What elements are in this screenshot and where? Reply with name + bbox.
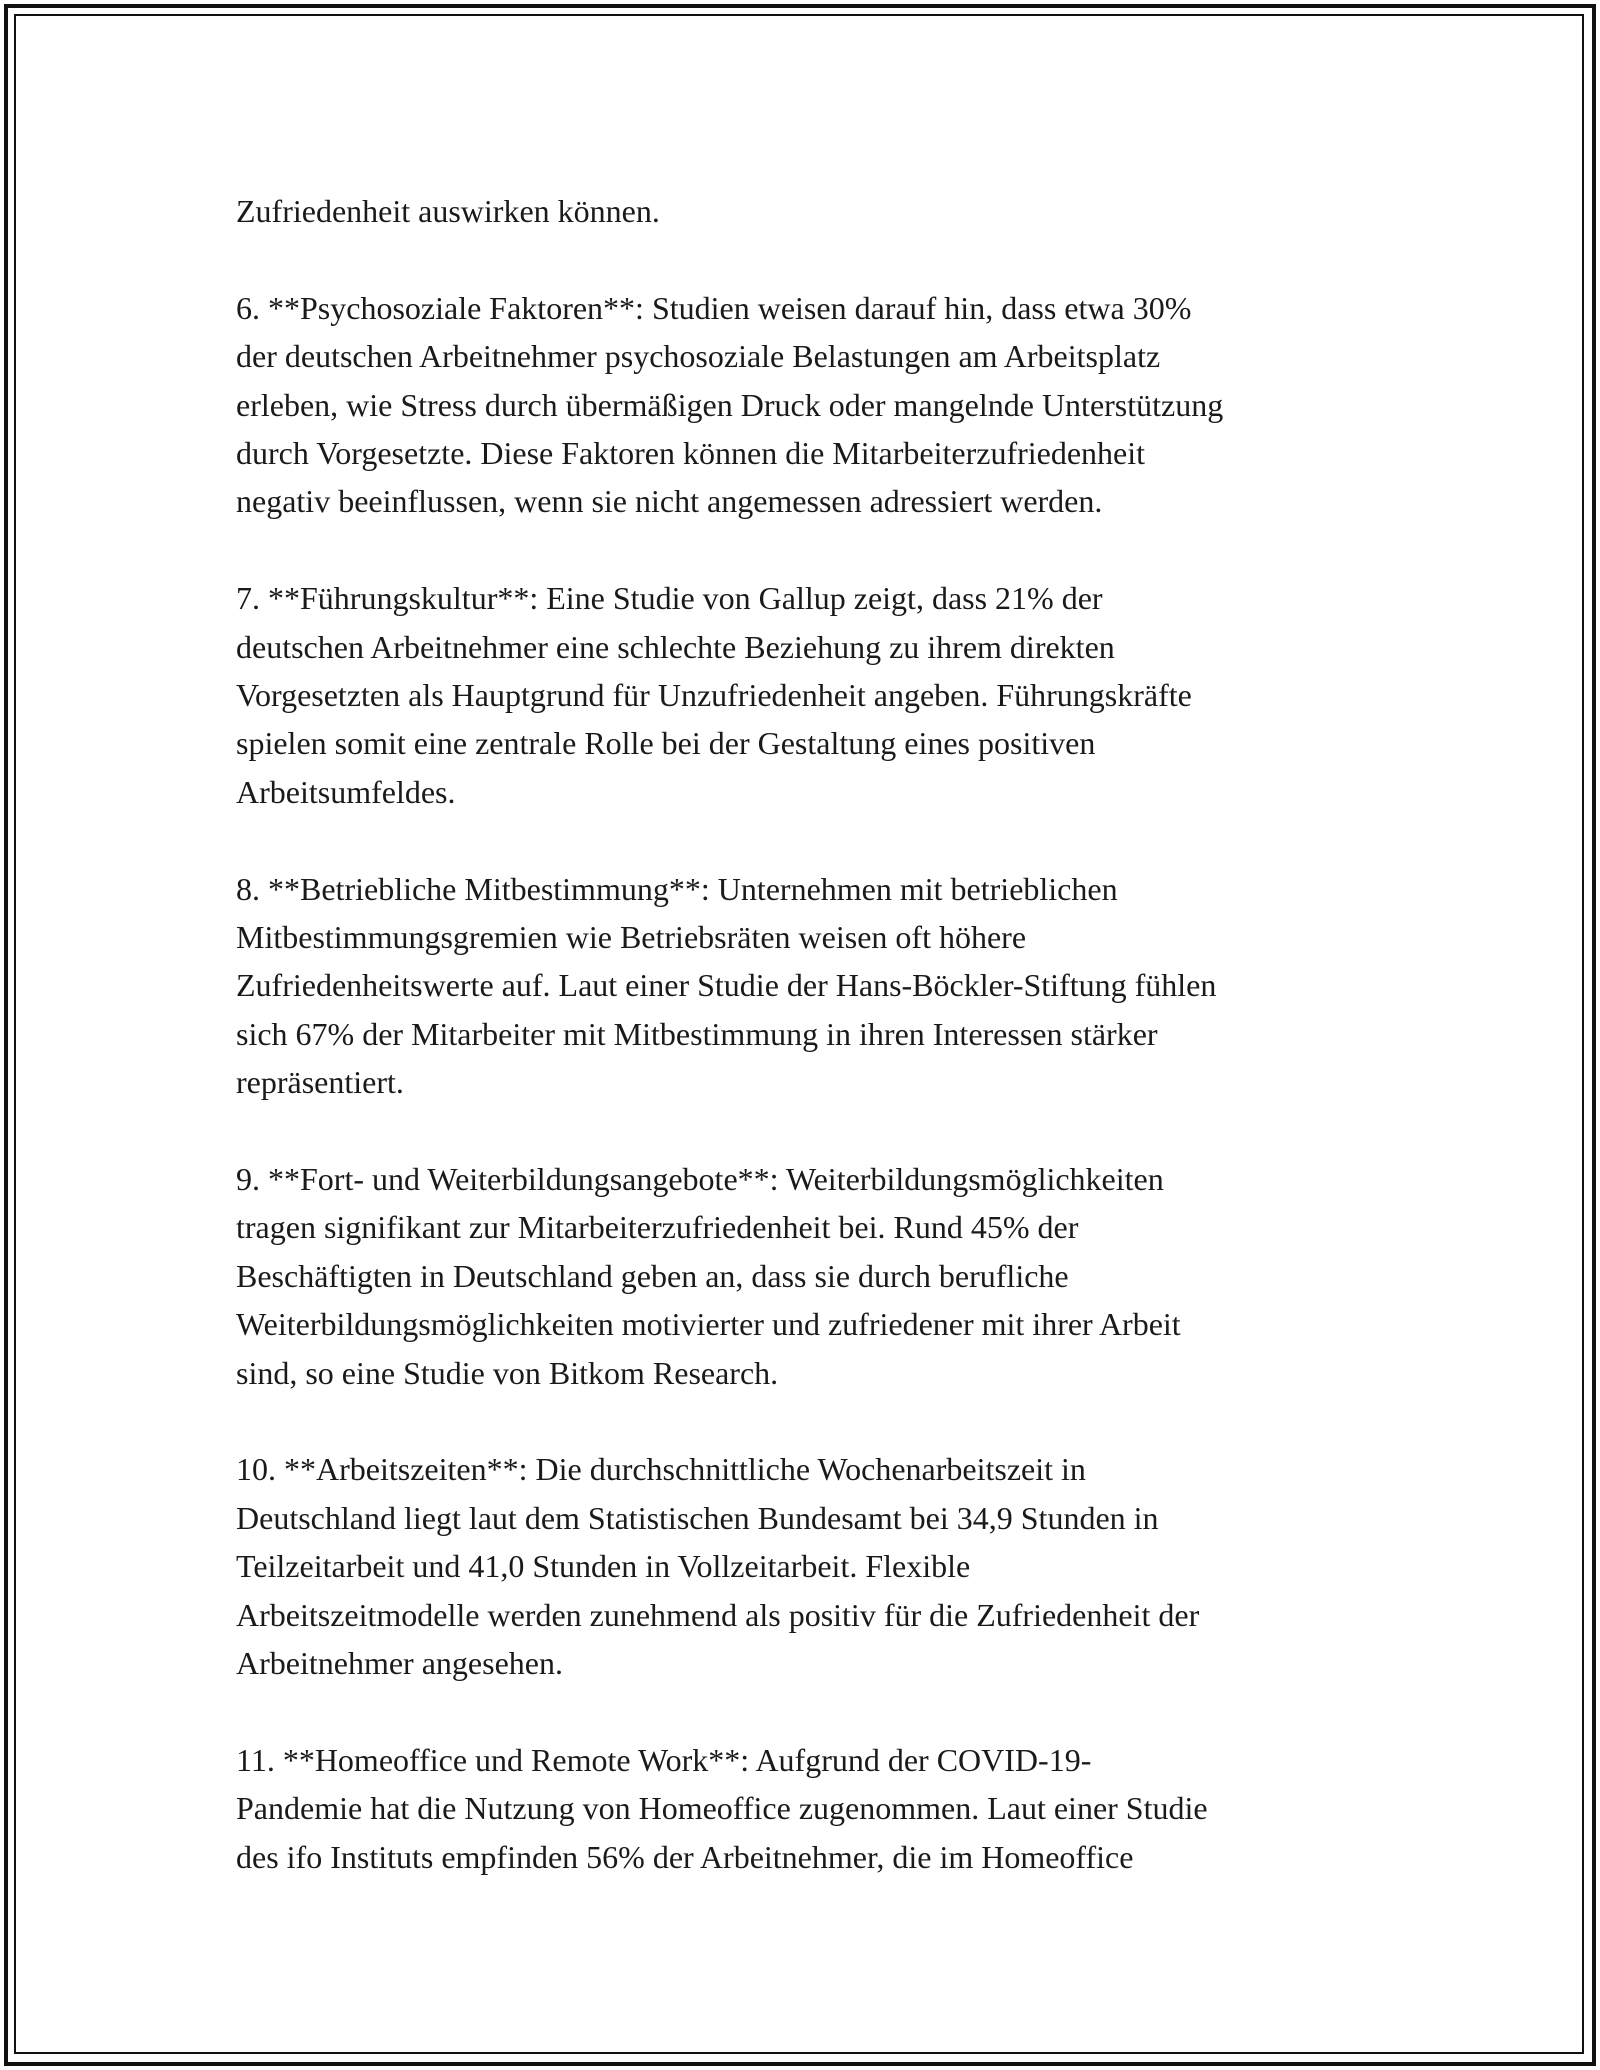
- paragraph-item-7: 7. **Führungskultur**: Eine Studie von Gallup zeigt, dass 21% der deutschen Arbeitnehmer eine schlechte Beziehung zu ihrem direkten Vorgesetzten als Hauptgrund für Unzufriedenheit angeben. Führungskräfte spielen somit eine zentrale Rolle bei der Gestaltung eines positiven Arbeitsumfeldes.: [236, 580, 1192, 810]
- paragraph-continuation: Zufriedenheit auswirken können.: [236, 193, 660, 229]
- paragraph-item-11: 11. **Homeoffice und Remote Work**: Aufgrund der COVID-19- Pandemie hat die Nutzung von Homeoffice zugenommen. Laut einer Studie des ifo Instituts empfinden 56% der Arbeitnehmer, die im Homeoffice: [236, 1741, 1208, 1875]
- document-body: [236, 187, 1376, 1881]
- paragraph-item-10: 10. **Arbeitszeiten**: Die durchschnittliche Wochenarbeitszeit in Deutschland liegt laut dem Statistischen Bundesamt bei 34,9 Stunden in Teilzeitarbeit und 41,0 Stunden in Vollzeitarbeit. Flexible Arbeitszeitmodelle werden zunehmend als positiv für die Zufriedenheit der Arbeitnehmer angesehen.: [236, 1451, 1200, 1682]
- paragraph-item-8: 8. **Betriebliche Mitbestimmung**: Unternehmen mit betrieblichen Mitbestimmungsgremien wie Betriebsräten weisen oft höhere Zufriedenheitswerte auf. Laut einer Studie der Hans-Böckler-Stiftung fühlen sich 67% der Mitarbeiter mit Mitbestimmung in ihren Interessen stärker repräsentiert.: [236, 870, 1217, 1101]
- paragraph-item-9: 9. **Fort- und Weiterbildungsangebote**: Weiterbildungsmöglichkeiten tragen signifikant zur Mitarbeiterzufriedenheit bei. Rund 45% der Beschäftigten in Deutschland geben an, dass sie durch berufliche Weiterbildungsmöglichkeiten motivierter und zufriedener mit ihrer Arbeit sind, so eine Studie von Bitkom Research.: [236, 1161, 1181, 1391]
- paragraph-item-6: 6. **Psychosoziale Faktoren**: Studien weisen darauf hin, dass etwa 30% der deutschen Arbeitnehmer psychosoziale Belastungen am Arbeitsplatz erleben, wie Stress durch übermäßigen Druck oder mangelnde Unterstützung durch Vorgesetzte. Diese Faktoren können die Mitarbeiterzufriedenheit negativ beeinflussen, wenn sie nicht angemessen adressiert werden.: [236, 289, 1224, 520]
